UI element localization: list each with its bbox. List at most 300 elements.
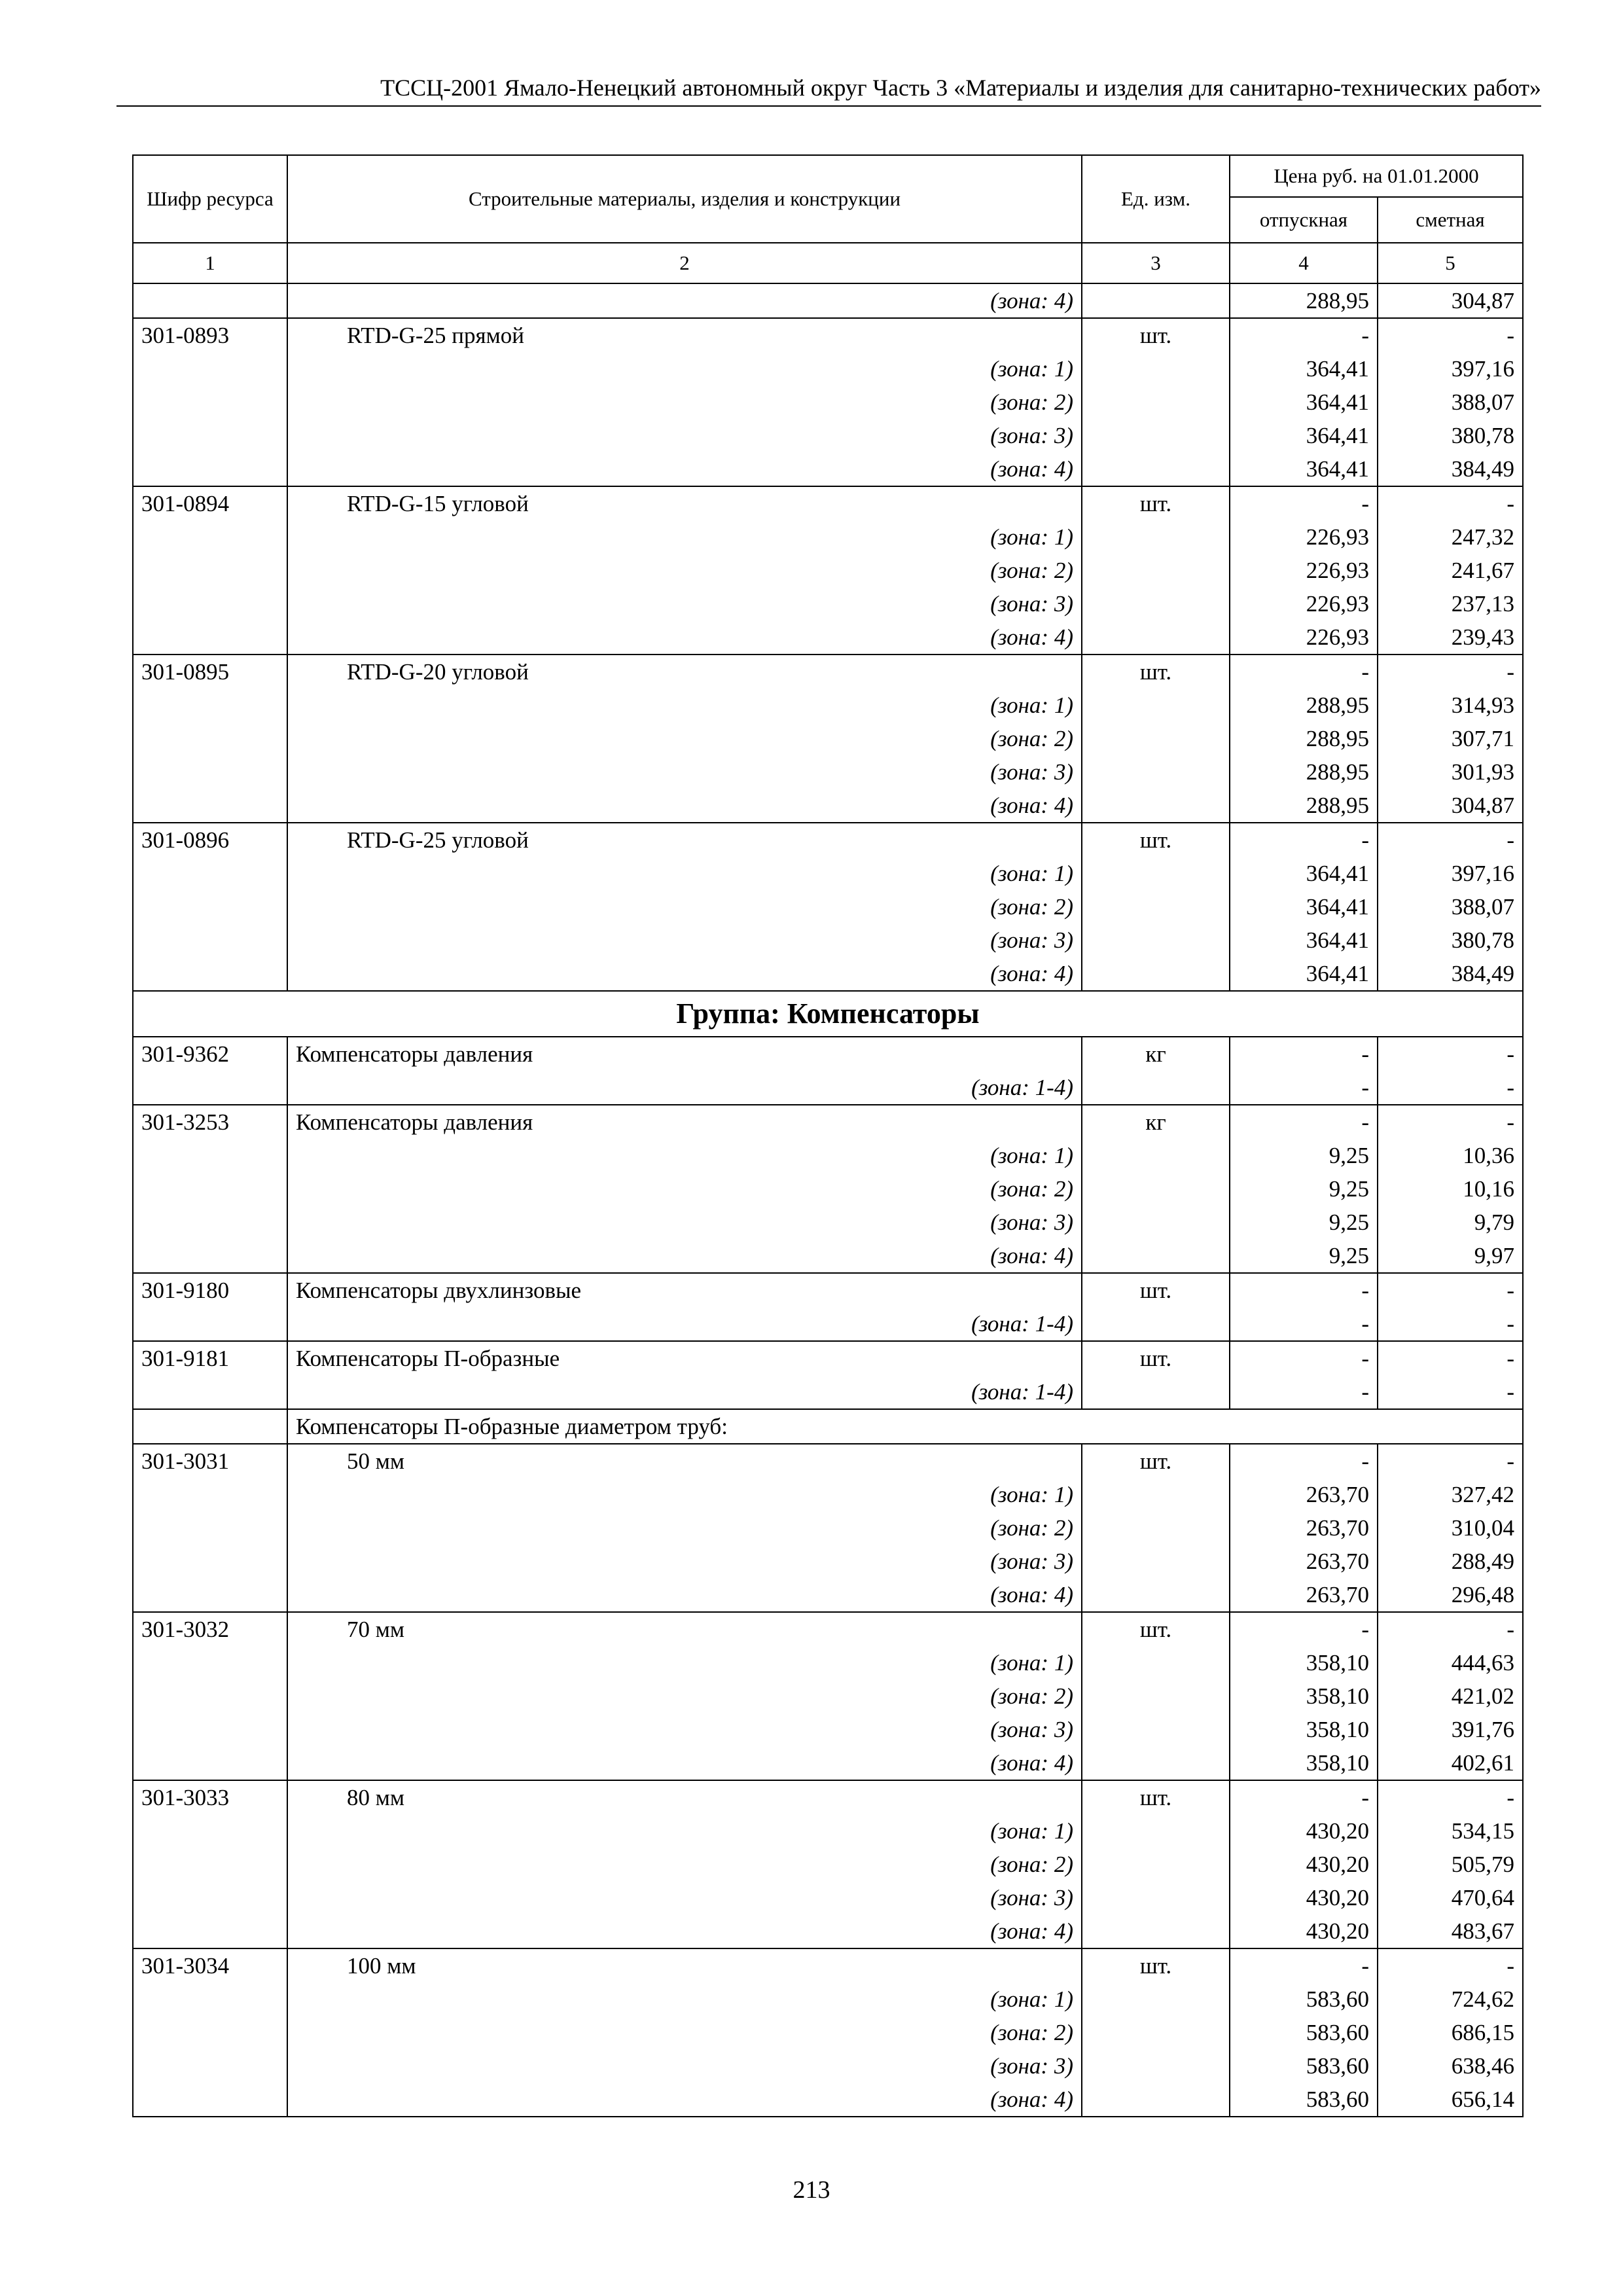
material-name: RTD-G-25 угловой xyxy=(287,823,1082,857)
zone-price-release: 583,60 xyxy=(1230,2049,1378,2083)
zone-label: (зона: 3) xyxy=(287,1881,1082,1914)
zone-row xyxy=(133,722,1523,755)
zone-price-estimate: 247,32 xyxy=(1378,520,1523,554)
unit-cell xyxy=(1082,1881,1230,1914)
header-num-4: 4 xyxy=(1230,243,1378,283)
table-row xyxy=(133,486,1523,520)
unit-cell xyxy=(1082,890,1230,924)
unit: шт. xyxy=(1082,823,1230,857)
zone-price-release: 226,93 xyxy=(1230,587,1378,620)
resource-code: 301-9362 xyxy=(133,1037,287,1071)
zone-price-estimate: 397,16 xyxy=(1378,352,1523,386)
zone-price-release: 358,10 xyxy=(1230,1746,1378,1780)
zone-price-estimate: 314,93 xyxy=(1378,689,1523,722)
subheading-row xyxy=(133,1409,1523,1444)
resource-code-cell xyxy=(133,1848,287,1881)
resource-code-cell xyxy=(133,857,287,890)
zone-price-release: 364,41 xyxy=(1230,452,1378,486)
material-name: RTD-G-25 прямой xyxy=(287,318,1082,352)
unit: шт. xyxy=(1082,486,1230,520)
header-name: Строительные материалы, изделия и конструкции xyxy=(287,155,1082,243)
unit: шт. xyxy=(1082,1341,1230,1375)
zone-price-estimate: 380,78 xyxy=(1378,924,1523,957)
zone-row xyxy=(133,283,1523,318)
zone-price-release: 288,95 xyxy=(1230,283,1378,318)
zone-label: (зона: 4) xyxy=(287,2083,1082,2117)
zone-row xyxy=(133,2016,1523,2049)
resource-code-cell xyxy=(133,755,287,789)
zone-price-estimate: 421,02 xyxy=(1378,1679,1523,1713)
zone-row xyxy=(133,1478,1523,1511)
zone-label: (зона: 3) xyxy=(287,755,1082,789)
zone-row xyxy=(133,890,1523,924)
zone-row xyxy=(133,1679,1523,1713)
resource-code-cell xyxy=(133,2049,287,2083)
zone-row xyxy=(133,452,1523,486)
unit-cell xyxy=(1082,1713,1230,1746)
zone-price-release: 226,93 xyxy=(1230,620,1378,655)
resource-code: 301-9181 xyxy=(133,1341,287,1375)
unit-cell xyxy=(1082,1139,1230,1172)
price-estimate: - xyxy=(1378,1105,1523,1139)
zone-price-release: 263,70 xyxy=(1230,1511,1378,1545)
zone-price-release: 9,25 xyxy=(1230,1172,1378,1206)
zone-price-release: 9,25 xyxy=(1230,1239,1378,1273)
resource-code-cell xyxy=(133,587,287,620)
zone-row xyxy=(133,1578,1523,1612)
unit: шт. xyxy=(1082,1612,1230,1646)
unit: шт. xyxy=(1082,655,1230,689)
zone-label: (зона: 3) xyxy=(287,1713,1082,1746)
zone-price-release: 358,10 xyxy=(1230,1679,1378,1713)
zone-label: (зона: 3) xyxy=(287,1206,1082,1239)
price-estimate: - xyxy=(1378,1612,1523,1646)
unit-cell xyxy=(1082,1848,1230,1881)
material-name: 100 мм xyxy=(287,1948,1082,1982)
zone-price-release: 430,20 xyxy=(1230,1814,1378,1848)
resource-code-cell xyxy=(133,2083,287,2117)
zone-price-estimate: 301,93 xyxy=(1378,755,1523,789)
zone-row xyxy=(133,1511,1523,1545)
zone-price-estimate: 388,07 xyxy=(1378,386,1523,419)
table-row xyxy=(133,1612,1523,1646)
resource-code: 301-3034 xyxy=(133,1948,287,1982)
resource-code-cell xyxy=(133,1307,287,1341)
unit-cell xyxy=(1082,1172,1230,1206)
header-rule xyxy=(116,105,1541,107)
unit-cell xyxy=(1082,1914,1230,1948)
price-estimate: - xyxy=(1378,1948,1523,1982)
price-estimate: - xyxy=(1378,318,1523,352)
zone-price-estimate: - xyxy=(1378,1375,1523,1409)
zone-label: (зона: 2) xyxy=(287,386,1082,419)
zone-label: (зона: 1) xyxy=(287,1139,1082,1172)
zone-label: (зона: 1) xyxy=(287,1982,1082,2016)
zone-price-release: 364,41 xyxy=(1230,419,1378,452)
zone-price-release: - xyxy=(1230,1375,1378,1409)
resource-code: 301-0894 xyxy=(133,486,287,520)
unit-cell xyxy=(1082,283,1230,318)
material-name: 80 мм xyxy=(287,1780,1082,1814)
zone-row xyxy=(133,1139,1523,1172)
zone-label: (зона: 2) xyxy=(287,1511,1082,1545)
unit-cell xyxy=(1082,554,1230,587)
resource-code-cell xyxy=(133,1409,287,1444)
zone-price-release: 288,95 xyxy=(1230,755,1378,789)
table-row xyxy=(133,1273,1523,1307)
price-release: - xyxy=(1230,1341,1378,1375)
price-estimate: - xyxy=(1378,1037,1523,1071)
table-body xyxy=(133,283,1523,2117)
zone-price-release: 263,70 xyxy=(1230,1578,1378,1612)
zone-row xyxy=(133,1071,1523,1105)
zone-label: (зона: 2) xyxy=(287,1172,1082,1206)
zone-row xyxy=(133,1206,1523,1239)
unit-cell xyxy=(1082,957,1230,991)
price-estimate: - xyxy=(1378,1444,1523,1478)
zone-label: (зона: 1) xyxy=(287,520,1082,554)
unit-cell xyxy=(1082,689,1230,722)
zone-row xyxy=(133,1713,1523,1746)
table-row xyxy=(133,1948,1523,1982)
group-heading: Группа: Компенсаторы xyxy=(133,991,1523,1037)
zone-price-estimate: 239,43 xyxy=(1378,620,1523,655)
zone-price-release: 364,41 xyxy=(1230,890,1378,924)
zone-label: (зона: 3) xyxy=(287,1545,1082,1578)
resource-code-cell xyxy=(133,1511,287,1545)
resource-code-cell xyxy=(133,386,287,419)
zone-row xyxy=(133,755,1523,789)
unit-cell xyxy=(1082,1814,1230,1848)
material-name: Компенсаторы П-образные xyxy=(287,1341,1082,1375)
material-name: 50 мм xyxy=(287,1444,1082,1478)
resource-code-cell xyxy=(133,1375,287,1409)
unit: шт. xyxy=(1082,1273,1230,1307)
price-estimate: - xyxy=(1378,486,1523,520)
unit: шт. xyxy=(1082,318,1230,352)
zone-price-estimate: 9,97 xyxy=(1378,1239,1523,1273)
resource-code-cell xyxy=(133,689,287,722)
zone-price-release: - xyxy=(1230,1071,1378,1105)
resource-code-cell xyxy=(133,520,287,554)
resource-code: 301-3031 xyxy=(133,1444,287,1478)
resource-code-cell xyxy=(133,1881,287,1914)
resource-code: 301-0895 xyxy=(133,655,287,689)
material-name: Компенсаторы давления xyxy=(287,1037,1082,1071)
price-release: - xyxy=(1230,1444,1378,1478)
zone-row xyxy=(133,1848,1523,1881)
zone-price-release: 226,93 xyxy=(1230,554,1378,587)
zone-price-estimate: 384,49 xyxy=(1378,452,1523,486)
zone-price-estimate: 237,13 xyxy=(1378,587,1523,620)
unit-cell xyxy=(1082,452,1230,486)
price-release: - xyxy=(1230,486,1378,520)
price-release: - xyxy=(1230,1105,1378,1139)
zone-row xyxy=(133,2083,1523,2117)
zone-price-estimate: 310,04 xyxy=(1378,1511,1523,1545)
price-release: - xyxy=(1230,655,1378,689)
zone-price-release: 263,70 xyxy=(1230,1478,1378,1511)
subheading-text: Компенсаторы П-образные диаметром труб: xyxy=(287,1409,1523,1444)
table-row xyxy=(133,1780,1523,1814)
zone-label: (зона: 1) xyxy=(287,1478,1082,1511)
zone-price-estimate: 241,67 xyxy=(1378,554,1523,587)
zone-row xyxy=(133,620,1523,655)
zone-price-estimate: 304,87 xyxy=(1378,789,1523,823)
header-num-3: 3 xyxy=(1082,243,1230,283)
zone-price-release: 288,95 xyxy=(1230,689,1378,722)
resource-code: 301-3253 xyxy=(133,1105,287,1139)
unit-cell xyxy=(1082,1478,1230,1511)
unit-cell xyxy=(1082,1982,1230,2016)
unit-cell xyxy=(1082,857,1230,890)
resource-code-cell xyxy=(133,924,287,957)
zone-label: (зона: 2) xyxy=(287,2016,1082,2049)
zone-price-release: 9,25 xyxy=(1230,1206,1378,1239)
unit-cell xyxy=(1082,2083,1230,2117)
zone-price-estimate: 397,16 xyxy=(1378,857,1523,890)
unit-cell xyxy=(1082,722,1230,755)
zone-label: (зона: 1) xyxy=(287,689,1082,722)
zone-label: (зона: 4) xyxy=(287,1578,1082,1612)
resource-code-cell xyxy=(133,1914,287,1948)
header-num-1: 1 xyxy=(133,243,287,283)
table-row xyxy=(133,823,1523,857)
price-estimate: - xyxy=(1378,823,1523,857)
zone-price-release: 583,60 xyxy=(1230,2083,1378,2117)
resource-code-cell xyxy=(133,1071,287,1105)
zone-row xyxy=(133,1646,1523,1679)
zone-price-release: 288,95 xyxy=(1230,789,1378,823)
resource-code: 301-3032 xyxy=(133,1612,287,1646)
resource-code-cell xyxy=(133,1172,287,1206)
zone-label: (зона: 3) xyxy=(287,587,1082,620)
zone-row xyxy=(133,1814,1523,1848)
resource-code-cell xyxy=(133,283,287,318)
unit: шт. xyxy=(1082,1780,1230,1814)
resource-code: 301-0896 xyxy=(133,823,287,857)
unit-cell xyxy=(1082,419,1230,452)
zone-price-estimate: 327,42 xyxy=(1378,1478,1523,1511)
zone-row xyxy=(133,1545,1523,1578)
zone-label: (зона: 3) xyxy=(287,419,1082,452)
zone-price-release: 9,25 xyxy=(1230,1139,1378,1172)
zone-label: (зона: 2) xyxy=(287,722,1082,755)
resource-code: 301-9180 xyxy=(133,1273,287,1307)
zone-price-estimate: 10,36 xyxy=(1378,1139,1523,1172)
unit-cell xyxy=(1082,386,1230,419)
zone-price-release: - xyxy=(1230,1307,1378,1341)
unit-cell xyxy=(1082,1375,1230,1409)
zone-price-estimate: 296,48 xyxy=(1378,1578,1523,1612)
zone-row xyxy=(133,1307,1523,1341)
zone-price-release: 430,20 xyxy=(1230,1848,1378,1881)
price-table xyxy=(132,154,1524,2117)
unit: кг xyxy=(1082,1037,1230,1071)
page-number: 213 xyxy=(793,2176,830,2204)
price-estimate: - xyxy=(1378,655,1523,689)
resource-code-cell xyxy=(133,789,287,823)
zone-row xyxy=(133,857,1523,890)
resource-code-cell xyxy=(133,620,287,655)
zone-row xyxy=(133,1172,1523,1206)
resource-code-cell xyxy=(133,1478,287,1511)
unit-cell xyxy=(1082,587,1230,620)
zone-row xyxy=(133,957,1523,991)
zone-price-estimate: 288,49 xyxy=(1378,1545,1523,1578)
unit-cell xyxy=(1082,1071,1230,1105)
zone-price-release: 364,41 xyxy=(1230,352,1378,386)
zone-price-estimate: 402,61 xyxy=(1378,1746,1523,1780)
zone-label: (зона: 3) xyxy=(287,924,1082,957)
zone-label: (зона: 1) xyxy=(287,1646,1082,1679)
unit-cell xyxy=(1082,2049,1230,2083)
material-name: RTD-G-15 угловой xyxy=(287,486,1082,520)
resource-code-cell xyxy=(133,1746,287,1780)
zone-row xyxy=(133,1375,1523,1409)
zone-price-release: 226,93 xyxy=(1230,520,1378,554)
zone-price-estimate: 9,79 xyxy=(1378,1206,1523,1239)
price-estimate: - xyxy=(1378,1780,1523,1814)
zone-label: (зона: 1) xyxy=(287,352,1082,386)
zone-price-estimate: 724,62 xyxy=(1378,1982,1523,2016)
zone-row xyxy=(133,386,1523,419)
resource-code-cell xyxy=(133,722,287,755)
zone-label: (зона: 4) xyxy=(287,1746,1082,1780)
price-release: - xyxy=(1230,823,1378,857)
unit-cell xyxy=(1082,1545,1230,1578)
zone-label: (зона: 2) xyxy=(287,554,1082,587)
table-row xyxy=(133,1341,1523,1375)
zone-price-release: 430,20 xyxy=(1230,1881,1378,1914)
zone-row xyxy=(133,1239,1523,1273)
material-name: Компенсаторы двухлинзовые xyxy=(287,1273,1082,1307)
zone-price-estimate: 388,07 xyxy=(1378,890,1523,924)
zone-label: (зона: 1-4) xyxy=(287,1071,1082,1105)
zone-row xyxy=(133,1982,1523,2016)
zone-price-release: 583,60 xyxy=(1230,2016,1378,2049)
price-release: - xyxy=(1230,1037,1378,1071)
zone-price-estimate: - xyxy=(1378,1307,1523,1341)
zone-row xyxy=(133,1914,1523,1948)
zone-price-estimate: 638,46 xyxy=(1378,2049,1523,2083)
table-row xyxy=(133,1105,1523,1139)
price-release: - xyxy=(1230,1780,1378,1814)
resource-code-cell xyxy=(133,452,287,486)
unit-cell xyxy=(1082,1239,1230,1273)
table-row xyxy=(133,318,1523,352)
group-heading-row xyxy=(133,991,1523,1037)
resource-code: 301-0893 xyxy=(133,318,287,352)
unit-cell xyxy=(1082,1646,1230,1679)
zone-row xyxy=(133,419,1523,452)
resource-code-cell xyxy=(133,419,287,452)
zone-price-estimate: 470,64 xyxy=(1378,1881,1523,1914)
zone-price-estimate: 304,87 xyxy=(1378,283,1523,318)
price-release: - xyxy=(1230,1612,1378,1646)
resource-code-cell xyxy=(133,352,287,386)
resource-code-cell xyxy=(133,1646,287,1679)
resource-code-cell xyxy=(133,1814,287,1848)
zone-price-release: 364,41 xyxy=(1230,924,1378,957)
zone-price-release: 288,95 xyxy=(1230,722,1378,755)
zone-label: (зона: 4) xyxy=(287,620,1082,655)
header-release: отпускная xyxy=(1230,197,1378,243)
resource-code-cell xyxy=(133,957,287,991)
material-name: RTD-G-20 угловой xyxy=(287,655,1082,689)
zone-label: (зона: 4) xyxy=(287,283,1082,318)
zone-label: (зона: 2) xyxy=(287,890,1082,924)
zone-row xyxy=(133,587,1523,620)
zone-price-release: 263,70 xyxy=(1230,1545,1378,1578)
zone-label: (зона: 3) xyxy=(287,2049,1082,2083)
price-release: - xyxy=(1230,318,1378,352)
zone-row xyxy=(133,689,1523,722)
unit-cell xyxy=(1082,2016,1230,2049)
resource-code-cell xyxy=(133,1206,287,1239)
unit-cell xyxy=(1082,620,1230,655)
resource-code: 301-3033 xyxy=(133,1780,287,1814)
header-num-5: 5 xyxy=(1378,243,1523,283)
price-estimate: - xyxy=(1378,1273,1523,1307)
header-estimate: сметная xyxy=(1378,197,1523,243)
resource-code-cell xyxy=(133,890,287,924)
unit-cell xyxy=(1082,352,1230,386)
zone-label: (зона: 4) xyxy=(287,957,1082,991)
unit-cell xyxy=(1082,520,1230,554)
zone-label: (зона: 4) xyxy=(287,1914,1082,1948)
resource-code-cell xyxy=(133,1545,287,1578)
unit-cell xyxy=(1082,1511,1230,1545)
zone-price-estimate: 384,49 xyxy=(1378,957,1523,991)
zone-price-estimate: 307,71 xyxy=(1378,722,1523,755)
header-price: Цена руб. на 01.01.2000 xyxy=(1230,155,1523,197)
zone-price-estimate: 10,16 xyxy=(1378,1172,1523,1206)
zone-price-estimate: 391,76 xyxy=(1378,1713,1523,1746)
zone-label: (зона: 1) xyxy=(287,1814,1082,1848)
zone-row xyxy=(133,352,1523,386)
zone-price-estimate: 444,63 xyxy=(1378,1646,1523,1679)
resource-code-cell xyxy=(133,1139,287,1172)
unit-cell xyxy=(1082,1206,1230,1239)
page-header: ТССЦ-2001 Ямало-Ненецкий автономный округ Часть 3 «Материалы и изделия для санитарно-технических работ» xyxy=(380,75,1541,101)
unit-cell xyxy=(1082,924,1230,957)
zone-row xyxy=(133,554,1523,587)
material-name: 70 мм xyxy=(287,1612,1082,1646)
table-row xyxy=(133,1444,1523,1478)
resource-code-cell xyxy=(133,554,287,587)
zone-row xyxy=(133,1746,1523,1780)
resource-code-cell xyxy=(133,2016,287,2049)
zone-price-estimate: 380,78 xyxy=(1378,419,1523,452)
zone-label: (зона: 4) xyxy=(287,452,1082,486)
zone-label: (зона: 2) xyxy=(287,1679,1082,1713)
zone-row xyxy=(133,789,1523,823)
zone-price-release: 583,60 xyxy=(1230,1982,1378,2016)
zone-label: (зона: 1-4) xyxy=(287,1307,1082,1341)
zone-price-release: 364,41 xyxy=(1230,857,1378,890)
zone-price-estimate: 686,15 xyxy=(1378,2016,1523,2049)
header-num-2: 2 xyxy=(287,243,1082,283)
resource-code-cell xyxy=(133,1713,287,1746)
zone-row xyxy=(133,520,1523,554)
resource-code-cell xyxy=(133,1239,287,1273)
zone-price-estimate: 656,14 xyxy=(1378,2083,1523,2117)
zone-price-release: 364,41 xyxy=(1230,386,1378,419)
price-estimate: - xyxy=(1378,1341,1523,1375)
table-row xyxy=(133,655,1523,689)
zone-price-release: 358,10 xyxy=(1230,1646,1378,1679)
